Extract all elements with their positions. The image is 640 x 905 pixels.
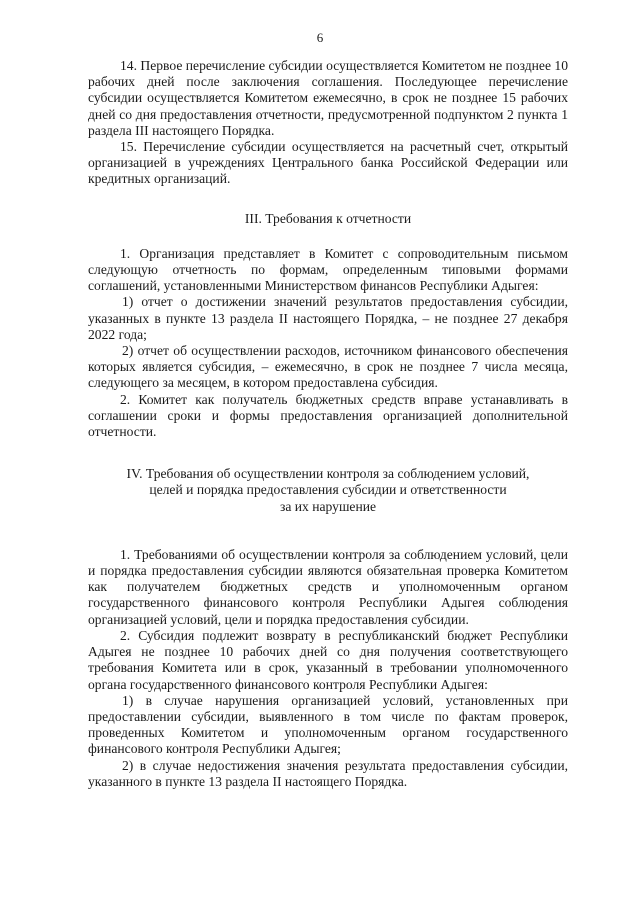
section4-item-2-1: 1) в случае нарушения организацией условий, установленных при предоставлении субсидии, выявленного в том числе по фактам проверок, проведенных Комитетом и уполномоченным органом государственного финансового контроля Республики Адыгея; bbox=[88, 692, 568, 757]
heading4-line2: целей и порядка предоставления субсидии и ответственности bbox=[149, 482, 507, 498]
section4-item-2: 2. Субсидия подлежит возврату в республиканский бюджет Республики Адыгея не позднее 10 рабочих дней со дня получения соответствующего требования Комитета или в срок, указанный в требовании уполномоченного органа государственного финансового контроля Республики Адыгея: bbox=[88, 627, 568, 692]
section-heading-3: III. Требования к отчетности bbox=[244, 210, 412, 226]
section4-item-2-2: 2) в случае недостижения значения результата предоставления субсидии, указанного в пункте 13 раздела II настоящего Порядка. bbox=[88, 757, 568, 789]
heading4-line1: IV. Требования об осуществлении контроля за соблюдением условий, bbox=[126, 466, 530, 482]
heading4-line3: за их нарушение bbox=[279, 498, 377, 514]
paragraph-14: 14. Первое перечисление субсидии осуществляется Комитетом не позднее 10 рабочих дней после заключения соглашения. Последующее перечисление субсидии осуществляется Комитетом ежемесячно, в срок не позднее 15 рабочих дней со дня предоставления отчетности, предусмотренной подпунктом 2 пункта 1 раздела III настоящего Порядка. bbox=[88, 58, 568, 138]
section-heading-4 bbox=[88, 466, 568, 515]
section3-item-1: 1. Организация представляет в Комитет с сопроводительным письмом следующую отчетность по формам, определенным типовыми формами соглашений, установленными Министерством финансов Республики Адыгея: bbox=[88, 245, 568, 294]
section3-item-1-2: 2) отчет об осуществлении расходов, источником финансового обеспечения которых является субсидия, – ежемесячно, в срок не позднее 7 числа месяца, следующего за месяцем, в котором предоставлена субсидия. bbox=[88, 343, 568, 391]
section3-item-2: 2. Комитет как получатель бюджетных средств вправе устанавливать в соглашении сроки и формы предоставления организацией дополнительной отчетности. bbox=[88, 391, 568, 440]
paragraph-15: 15. Перечисление субсидии осуществляется на расчетный счет, открытый организацией в учреждениях Центрального банка Российской Федерации или кредитных организаций. bbox=[88, 139, 568, 187]
section4-item-1: 1. Требованиями об осуществлении контроля за соблюдением условий, цели и порядка предоставления субсидии являются обязательная проверка Комитетом как получателем бюджетных средств и уполномоченным органом государственного финансового контроля Республики Адыгея соблюдения организацией условий, цели и порядка предоставления субсидии. bbox=[88, 546, 568, 627]
section3-item-1-1: 1) отчет о достижении значений результатов предоставления субсидии, указанных в пункте 13 раздела II настоящего Порядка, – не позднее 27 декабря 2022 года; bbox=[88, 294, 568, 342]
document-body bbox=[88, 58, 568, 790]
page-number: 6 bbox=[316, 30, 324, 45]
